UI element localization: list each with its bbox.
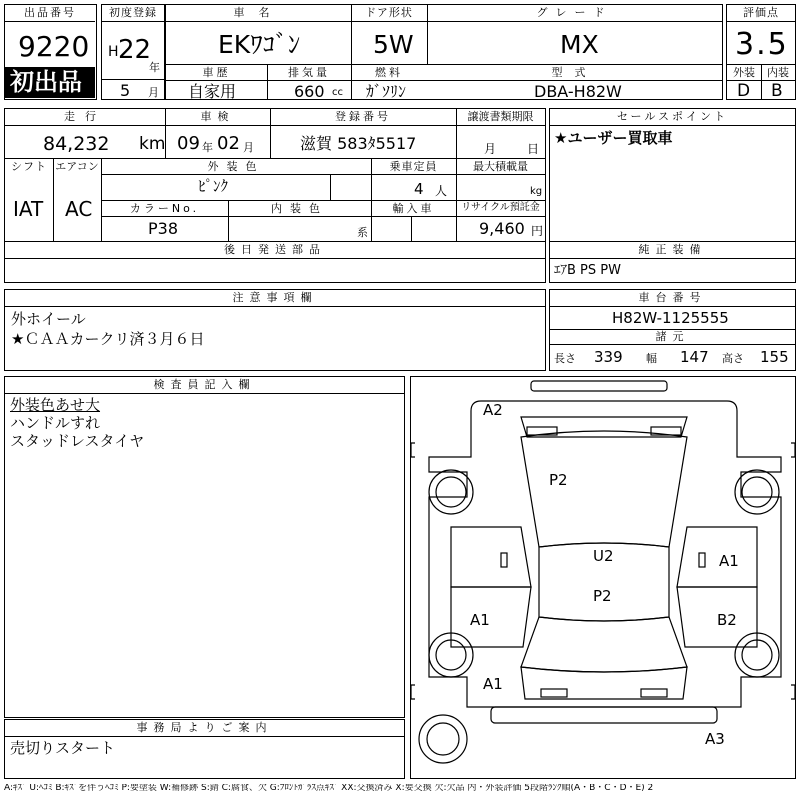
grade: MX xyxy=(560,30,599,59)
history-label: 車歴 xyxy=(202,66,231,79)
sales-point-box xyxy=(549,108,796,242)
listing-number-label: 出品番号 xyxy=(24,6,76,19)
recycle-unit: 円 xyxy=(531,224,544,238)
damage-p2-roof: P2 xyxy=(593,587,612,605)
vehicle-info-box xyxy=(165,4,723,100)
car-name-label: 車名 xyxy=(233,6,284,19)
registration-label: 登録番号 xyxy=(335,110,391,123)
mileage-label: 走行 xyxy=(64,110,106,123)
spare-tire xyxy=(419,715,467,763)
front-bumper-top xyxy=(531,381,667,391)
first-reg-year: 22 xyxy=(118,35,152,65)
equipment-label: 純正装備 xyxy=(638,243,707,256)
inspection-year-unit: 年 xyxy=(202,141,213,154)
length: 339 xyxy=(594,348,623,366)
score-label: 評価点 xyxy=(743,6,779,19)
chassis-number: H82W-1125555 xyxy=(612,309,729,327)
first-registration-label: 初度登録 xyxy=(109,6,157,19)
transfer-month-unit: 月 xyxy=(484,142,497,156)
tailgate xyxy=(521,667,687,699)
left-taillight xyxy=(541,689,567,697)
inspector-line-1: 外装色あせ大 xyxy=(10,396,101,414)
import-label: 輸入車 xyxy=(392,202,435,215)
later-parts-box xyxy=(4,241,546,283)
ext-color: ﾋﾟﾝｸ xyxy=(198,177,229,195)
ext-color-label: 外装色 xyxy=(207,160,265,173)
exterior-score: D xyxy=(737,81,751,101)
score-value: 3.5 xyxy=(735,27,789,62)
aircon-label: エアコン xyxy=(55,160,99,173)
int-color-label: 内装色 xyxy=(271,202,328,215)
fuel-label: 燃料 xyxy=(375,66,403,79)
later-parts-label: 後日発送部品 xyxy=(224,243,326,256)
mileage: 84,232 xyxy=(43,133,110,155)
office-label: 事務局よりご案内 xyxy=(136,721,273,734)
right-taillight xyxy=(641,689,667,697)
shift: IAT xyxy=(13,197,44,221)
inspector-line-2: ハンドルすれ xyxy=(10,414,101,432)
listing-number-box xyxy=(4,4,97,100)
door-type: 5W xyxy=(373,30,414,59)
inspection-month-unit: 月 xyxy=(243,141,254,154)
damage-p2-hood: P2 xyxy=(549,471,568,489)
left-mirror xyxy=(501,553,507,567)
sales-point: ★ユーザー買取車 xyxy=(554,129,673,147)
office-notice: 売切りスタート xyxy=(10,739,116,757)
month-unit: 月 xyxy=(148,86,159,99)
shift-label: シフト xyxy=(11,160,47,173)
history: 自家用 xyxy=(188,82,237,101)
length-label: 長さ xyxy=(554,352,576,365)
inspector-box xyxy=(4,376,405,718)
width-label: 幅 xyxy=(646,352,657,365)
sales-point-label: セールスポイント xyxy=(616,110,728,123)
right-mirror xyxy=(699,553,705,567)
color-no: P38 xyxy=(148,219,179,238)
windshield xyxy=(521,431,687,547)
equipment: ｴｱB PS PW xyxy=(554,263,621,278)
right-front-door xyxy=(677,527,757,587)
rear-window xyxy=(521,617,687,672)
interior-label: 内装 xyxy=(767,66,789,79)
capacity: 4 xyxy=(414,180,424,198)
first-listing-text: 初出品 xyxy=(10,68,82,96)
recycle-label: リサイクル預託金 xyxy=(461,202,540,213)
fuel: ｶﾞｿﾘﾝ xyxy=(366,82,407,101)
office-box xyxy=(4,719,405,779)
damage-diagram-box xyxy=(410,376,796,779)
int-color-unit: 系 xyxy=(357,226,368,239)
inspection-label: 車検 xyxy=(200,110,235,123)
height-label: 高さ xyxy=(722,352,744,365)
exterior-label: 外装 xyxy=(733,66,755,79)
height: 155 xyxy=(760,348,789,366)
max-load-unit: kg xyxy=(530,186,543,197)
damage-a1-rear: A1 xyxy=(483,675,503,693)
car-outline-diagram xyxy=(411,377,795,778)
door-type-label: ドア形状 xyxy=(365,6,413,19)
chassis-label: 車台番号 xyxy=(638,291,707,304)
score-box xyxy=(726,4,796,100)
model-code: DBA-H82W xyxy=(534,82,622,101)
transfer-deadline-label: 譲渡書類期限 xyxy=(467,110,534,123)
damage-a1-right: A1 xyxy=(719,552,739,570)
capacity-unit: 人 xyxy=(435,184,448,198)
damage-a2: A2 xyxy=(483,401,503,419)
color-no-label: カラーNo. xyxy=(129,202,200,215)
width: 147 xyxy=(680,348,709,366)
model-code-label: 型式 xyxy=(551,66,598,79)
listing-number: 9220 xyxy=(18,30,90,63)
notes-box xyxy=(4,289,546,371)
interior-score: B xyxy=(771,81,783,101)
inspector-line-3: スタッドレスタイヤ xyxy=(10,432,145,450)
damage-a1-left: A1 xyxy=(470,611,490,629)
grade-label: グレード xyxy=(536,6,613,19)
chassis-box xyxy=(549,289,796,371)
rear-bumper xyxy=(491,707,717,723)
damage-b2: B2 xyxy=(717,611,737,629)
equipment-box xyxy=(549,241,796,283)
left-front-door xyxy=(451,527,531,587)
left-rear-door xyxy=(451,587,531,647)
inspection-year: 09 xyxy=(177,133,200,154)
damage-u2: U2 xyxy=(593,547,614,565)
notes-label: 注意事項欄 xyxy=(232,291,318,304)
damage-a3: A3 xyxy=(705,730,725,748)
first-reg-month: 5 xyxy=(120,81,131,100)
mileage-unit: km xyxy=(139,134,166,154)
inspection-month: 02 xyxy=(217,133,240,154)
inspector-label: 検査員記入欄 xyxy=(153,378,256,391)
displacement-unit: cc xyxy=(332,87,343,98)
max-load-label: 最大積載量 xyxy=(473,160,528,173)
registration-number: 滋賀 583ﾀ5517 xyxy=(300,134,417,153)
aircon: AC xyxy=(65,197,93,221)
capacity-label: 乗車定員 xyxy=(389,160,438,173)
year-unit: 年 xyxy=(149,61,160,74)
displacement-label: 排気量 xyxy=(288,66,330,79)
notes-line-2: ★ＣＡＡカークリ済３月６日 xyxy=(11,330,205,348)
car-name: EKﾜｺﾞﾝ xyxy=(218,30,301,59)
first-registration-box xyxy=(101,4,165,100)
transfer-day-unit: 日 xyxy=(527,142,540,156)
damage-legend: A:ｷｽﾞ U:ﾍｺﾐ B:ｷｽﾞを伴うﾍｺﾐ P:要塗装 W:補修跡 S:錆 C:腐食、欠 G:ﾌﾛﾝﾄｶﾞﾗｽ点ｷｽﾞ XX:交換済み X:要交換 欠:欠品 内・外装評価 5段階ﾗﾝｸ順(A・B・C・D・E) 2 xyxy=(4,784,654,793)
notes-line-1: 外ホイール xyxy=(11,310,86,328)
detail-grid xyxy=(4,108,546,242)
dims-label: 諸元 xyxy=(655,330,690,343)
displacement: 660 xyxy=(294,82,325,101)
recycle-deposit: 9,460 xyxy=(479,219,525,238)
era: H xyxy=(108,44,119,60)
